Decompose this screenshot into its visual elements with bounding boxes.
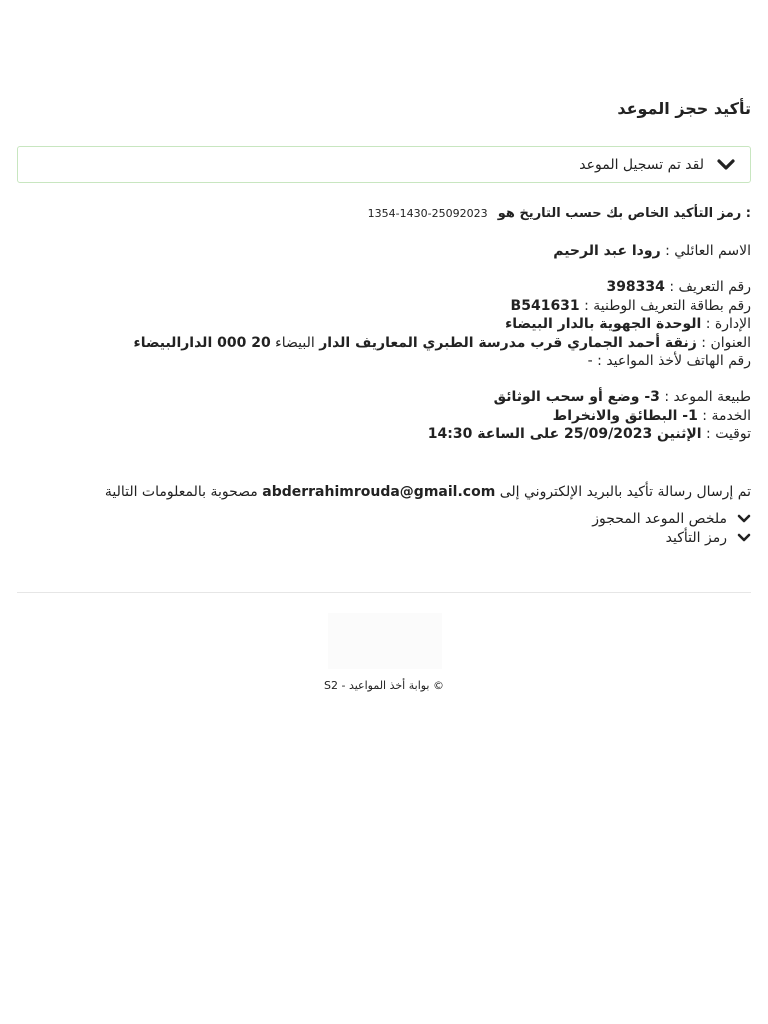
email-prefix: تم إرسال رسالة تأكيد بالبريد الإلكتروني إلى bbox=[499, 484, 751, 500]
admin-label: الإدارة : bbox=[705, 316, 751, 332]
email-suffix: مصحوبة بالمعلومات التالية bbox=[104, 484, 258, 500]
type-value: 3- وضع أو سحب الوثائق bbox=[493, 389, 660, 405]
time-label: توقيت : bbox=[706, 426, 751, 442]
confirmation-code-label: : رمز التأكيد الخاص بك حسب التاريخ هو bbox=[497, 206, 751, 221]
chevron-down-icon[interactable] bbox=[716, 158, 736, 172]
email-address: abderrahimrouda@gmail.com bbox=[262, 484, 496, 500]
name-block bbox=[17, 242, 751, 261]
toggle-confirmation-code-label: رمز التأكيد bbox=[665, 529, 727, 546]
chevron-down-icon-svg bbox=[716, 158, 736, 172]
toggle-confirmation-code[interactable] bbox=[17, 529, 751, 548]
chevron-down-icon[interactable] bbox=[737, 514, 751, 524]
appointment-registered-alert[interactable] bbox=[17, 146, 751, 183]
service-value: 1- البطائق والانخراط bbox=[552, 407, 698, 424]
chevron-down-icon[interactable] bbox=[737, 533, 751, 543]
confirmation-code-value: 25092023-1430-1354 bbox=[367, 207, 488, 220]
service-label: الخدمة : bbox=[702, 407, 751, 424]
name-label: الاسم العائلي : bbox=[665, 243, 751, 259]
appointment-details bbox=[17, 388, 751, 444]
summary-toggles bbox=[17, 510, 751, 547]
phone-label: رقم الهاتف لأخذ المواعيد : bbox=[597, 353, 751, 369]
id-label: رقم التعريف : bbox=[669, 279, 751, 295]
confirmation-code-line bbox=[17, 203, 751, 225]
phone-row bbox=[17, 352, 751, 371]
toggle-booked-summary-label: ملخص الموعد المحجوز bbox=[592, 511, 727, 528]
name-value: رودا عبد الرحيم bbox=[553, 243, 661, 259]
type-label: طبيعة الموعد : bbox=[664, 389, 751, 405]
cin-label: رقم بطاقة التعريف الوطنية : bbox=[584, 297, 751, 314]
name-row bbox=[17, 242, 751, 261]
address-value-main: زنقة أحمد الجماري قرب مدرسة الطبري المعاريف الدار bbox=[319, 334, 697, 351]
admin-row bbox=[17, 315, 751, 334]
address-value-postal: 20 000 الدارالبيضاء bbox=[133, 334, 271, 351]
service-row bbox=[17, 407, 751, 426]
time-row bbox=[17, 425, 751, 444]
alert-message: لقد تم تسجيل الموعد bbox=[579, 156, 704, 173]
cin-value: B541631 bbox=[510, 297, 580, 314]
address-label: العنوان : bbox=[701, 334, 751, 351]
admin-value: الوحدة الجهوية بالدار البيضاء bbox=[505, 316, 702, 332]
cin-row bbox=[17, 297, 751, 316]
person-details bbox=[17, 278, 751, 371]
id-row bbox=[17, 278, 751, 297]
email-confirmation-line bbox=[17, 481, 751, 503]
address-value-city: البيضاء bbox=[275, 334, 315, 351]
phone-value: - bbox=[587, 353, 593, 369]
id-value: 398334 bbox=[606, 279, 665, 295]
time-value: الإثنين 25/09/2023 على الساعة 14:30 bbox=[427, 426, 702, 442]
type-row bbox=[17, 388, 751, 407]
toggle-booked-summary[interactable] bbox=[17, 510, 751, 529]
address-row bbox=[17, 334, 751, 353]
divider bbox=[17, 592, 751, 593]
page-title: تأكيد حجز الموعد bbox=[617, 99, 751, 118]
chevron-down-icon-svg bbox=[737, 533, 751, 543]
footer-logo bbox=[328, 613, 442, 669]
footer-copyright: © بوابة أخذ المواعيد - S2 bbox=[324, 679, 444, 692]
chevron-down-icon-svg bbox=[737, 514, 751, 524]
